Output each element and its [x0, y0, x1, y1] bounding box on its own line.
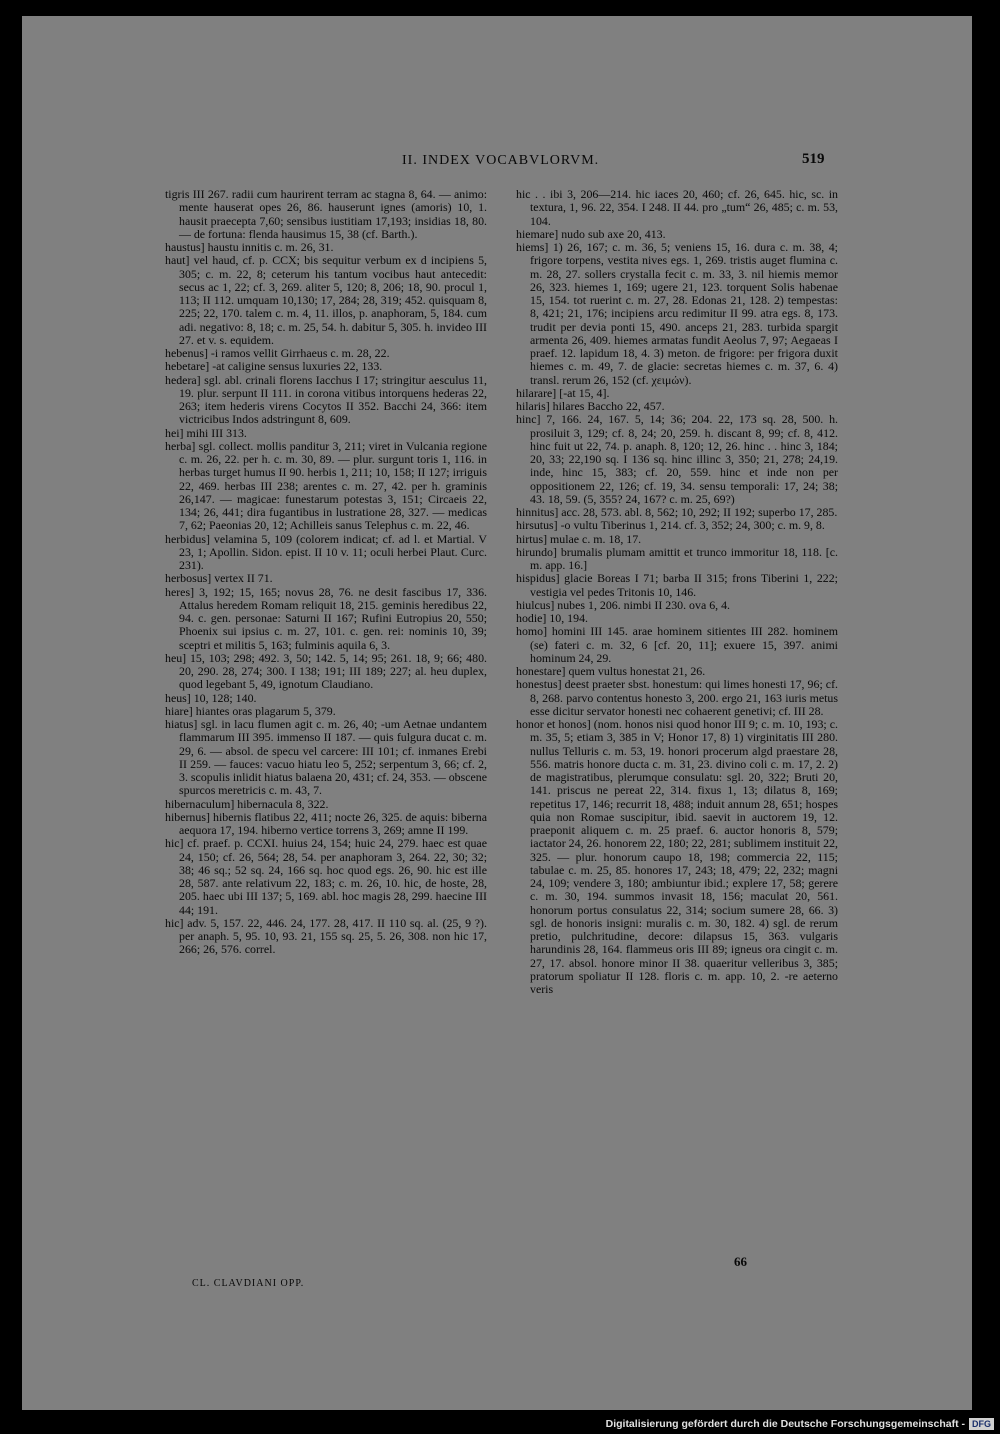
index-entry: hinnitus] acc. 28, 573. abl. 8, 562; 10, 292; II 192; superbo 17, 285. — [516, 505, 838, 519]
index-entry: hirsutus] -o vultu Tiberinus 1, 214. cf. 3, 352; 24, 300; c. m. 9, 8. — [516, 518, 825, 533]
index-entry: hibernus] hibernis flatibus 22, 411; nocte 26, 325. de aquis: biberna aequora 17, 194. hiberno vertice torrens 3, 269; amne II 199. — [165, 809, 487, 837]
index-entry: honestus] deest praeter sbst. honestum: qui limes honesti 17, 96; cf. 8, 268. parvo contentus honesto 3, 200. ergo 21, 163 iuris metus esse dicitur servator honesti nec cohaerent genetivi; cf. III 28. — [516, 677, 838, 718]
signature-line: CL. CLAVDIANI OPP. — [192, 1278, 305, 1289]
scanned-page — [22, 16, 972, 1410]
running-header — [22, 151, 972, 175]
index-entry: heus] 10, 128; 140. — [165, 690, 257, 705]
funding-banner — [606, 1417, 994, 1431]
index-entry: haut] vel haud, cf. p. CCX; bis sequitur verbum ex d incipiens 5, 305; c. m. 22, 8; ceterum his tantum vocibus haut antecedit: secus ac 1, 22; cf. 3, 269. aliter 5, 120; 8, 206; 18, 90. procul 1, 113; II 112. umquam 10,130; 17, 284; 28, 319; 452. quisquam 8, 225; 22, 170. talem c. m. 4, 11. illos, p. anaphoram, 5, 184. cum adi. negativo: 8, 18; c. m. 25, 54. h. dabitur 5, 305. h. invideo III 27. et v. s. equidem. — [165, 253, 487, 347]
index-entry: honestare] quem vultus honestat 21, 26. — [516, 664, 706, 678]
index-entry: herba] sgl. collect. mollis panditur 3, 211; viret in Vulcania regione c. m. 26, 22. per h. c. m. 30, 89. — plur. surgunt toris 1, 116. in herbas turget humus II 90. herbis 1, 211; 10, 158; II 127; irriguis 22, 469. herbas III 238; arentes c. m. 27, 42. per h. graminis 26,147. — magicae: funestarum potestas 3, 151; Circaeis 22, 134; 26, 441; dira fugantibus in lustratione 28, 327. — medicas 7, 62; Paeonias 20, 12; Achilleis sanus Telephus c. m. 22, 46. — [165, 438, 487, 533]
index-entry: hilaris] hilares Baccho 22, 457. — [516, 399, 665, 413]
index-entry: hic] cf. praef. p. CCXI. huius 24, 154; huic 24, 279. haec est quae 24, 150; cf. 26, 564; 28, 54. per anaphoram 3, 264. 22, 30; 32; 38; 46 sq.; 52 sq. 24, 166 sq. hoc quod egs. 26, 90. hic est ille 28, 587. ante relativum 22, 183; c. m. 26, 10. hic, de hoste, 28, 205. haec ubi III 137; 5, 169. abl. hoc magis 28, 299. haecine III 44; 191. — [165, 836, 487, 917]
page-title: II. INDEX VOCABVLORVM. — [402, 153, 600, 168]
index-entry: hibernaculum] hibernacula 8, 322. — [165, 796, 329, 811]
index-entry: hodie] 10, 194. — [516, 611, 588, 625]
index-entry: hiulcus] nubes 1, 206. nimbi II 230. ova 6, 4. — [516, 597, 731, 612]
index-entry: honor et honos] (nom. honos nisi quod honor III 9; c. m. 10, 193; c. m. 35, 5; etiam 3, 385 in V; Honor 17, 8) 1) virginitatis III 280. nullus Telluris c. m. 53, 19. honori procerum algd praestare 28, 556. matris honore ducta c. m. 31, 23. divino coli c. m. 17, 2. 2) de magistratibus, plerumque consulatu: sgl. 20, 322; Bruti 20, 141. priscus ne pereat 22, 314. fixus 1, 13; dilatus 8, 169; repetitus 17, 146; recurrit 18, 488; induit annum 28, 651; hospes quia non Romae suscipitur, ibid. saevit in auctorem 19, 12. praeponit aliquem c. m. 25 praef. 6. auctor honoris 8, 579; iactator 24, 26. honorem 22, 180; 22, 281; sublimem instituit 22, 325. — plur. honorum caupo 18, 198; commercia 22, 115; tabulae c. m. 25, 85. honores 17, 243; 18, 479; 22, 232; magni 24, 109; vendere 3, 180; ambiuntur ibid.; explere 17, 58; gerere c. m. 30, 194. summos invasit 18, 156; maculat 20, 561. honorum portus consulatus 22, 314; socium sumere 28, 66. 3) sgl. de honoris insigni: muralis c. m. 30, 182. 4) sgl. de rerum pretio, pulchritudine, decore: dilapsus 15, 363. vulgaris harundinis 28, 164. flammeus oris III 89; igneus ora cingit c. m. 27, 17. absol. honore minor II 38. quaeritur velleribus 3, 385; pratorum spoliatur II 128. floris c. m. app. 10, 2. -re aeterno veris — [516, 717, 838, 996]
index-entry: hilarare] [-at 15, 4]. — [516, 385, 610, 400]
funding-text: Digitalisierung gefördert durch die Deutsche Forschungsgemeinschaft - — [605, 1418, 965, 1430]
index-entry: hispidus] glacie Boreas I 71; barba II 315; frons Tiberini 1, 222; vestigia vel pedes Tritonis 10, 146. — [516, 571, 838, 599]
right-column — [516, 188, 838, 996]
index-entry: haustus] haustu innitis c. m. 26, 31. — [165, 240, 334, 254]
index-entry: hei] mihi III 313. — [165, 425, 247, 440]
index-entry: heu] 15, 103; 298; 492. 3, 50; 142. 5, 14; 95; 261. 18, 9; 66; 480. 20, 290. 28, 274; 300. I 138; 191; III 189; 227; al. heu duplex, quod legebant 5, 49, ignotum Claudiano. — [165, 650, 487, 692]
index-entry: herbosus] vertex II 71. — [165, 571, 273, 586]
index-entry: hinc] 7, 166. 24, 167. 5, 14; 36; 204. 22, 173 sq. 28, 500. h. prosiluit 3, 129; cf. 8, 24; 20, 259. h. discant 8, 99; cf. 8, 412. hinc fuit ut 22, 74. p. anaph. 8, 120; 12, 26. hinc . . hinc 3, 184; 20, 33; 22,190 sq. I 136 sq. hinc illinc 3, 350; 21, 278; 24,19. inde, hinc 15, 383; cf. 20, 559. hinc et inde non per oppositionem 22, 126; cf. 19, 34. sensu temporali: 17, 24; 38; 43. 18, 59. (5, 355? 24, 167? c. m. 25, 69?) — [516, 412, 838, 506]
index-entry: hebenus] -i ramos vellit Girrhaeus c. m. 28, 22. — [165, 346, 390, 360]
index-entry: hiatus] sgl. in lacu flumen agit c. m. 26, 40; -um Aetnae undantem flammarum III 395. immenso II 187. — quis fulgura ducat c. m. 29, 6. — absol. de specu vel carcere: III 101; cf. inmanes Erebi II 259. — fauces: vacuo hiatu leo 5, 252; serpentum 3, 66; cf. 2, 3. scopulis inlidit hiatus balaena 20, 431; cf. 24, 353. — obscene spurcos meretricis c. m. 43, 7. — [165, 717, 487, 798]
index-entry: hiems] 1) 26, 167; c. m. 36, 5; veniens 15, 16. dura c. m. 38, 4; frigore torpens, vestita nives egs. 1, 269. tristis auget flumina c. m. 28, 27. sollers crystalla fecit c. m. 33, 3. nil hiemis memor 26, 323. hiemes 1, 169; ugere 21, 123. torquent Solis habenae 15, 154. tot ruerint c. m. 27, 28. Edonas 21, 128. 2) tempestas: 8, 421; 21, 176; incipiens arcu redimitur II 99. atra egs. 8, 173. trudit per devia ponti 15, 490. anceps 21, 283. turbida spargit armenta 26, 409. hiemes armatas fundit Aeolus 7, 97; Aegaeas I praef. 12. lapidum 18, 4. 3) meton. de frigore: per frigora duxit hiemes c. m. 49, 7. de glacie: secretas hiemes c. m. 37, 6. 4) transl. rerum 26, 152 (cf. χειμών). — [516, 240, 838, 387]
page-number: 519 — [802, 151, 825, 167]
index-entry: herbidus] velamina 5, 109 (colorem indicat; cf. ad l. et Martial. V 23, 1; Apollin. Sidon. epist. II 10 v. 11; oculi herbei Plaut. Curc. 231). — [165, 531, 487, 572]
index-entry: hiare] hiantes oras plagarum 5, 379. — [165, 703, 336, 718]
index-entry: hedera] sgl. abl. crinali florens Iacchus I 17; stringitur aesculus 11, 19. plur. serpunt II 111. in corona vitibus intorquens hederas 22, 263; item hederis virens Cocytos II 352. Bacchi 24, 366: item victricibus Indos adstringunt 8, 609. — [165, 372, 487, 427]
index-entry: hebetare] -at caligine sensus luxuries 22, 133. — [165, 359, 383, 374]
left-column — [165, 188, 487, 957]
index-entry: tigris III 267. radii cum haurirent terram ac stagna 8, 64. — animo: mente hauserat opes 26, 86. hauserunt ignes (amoris) 10, 1. hausit praecepta 7,60; sensibus iustitiam 17,193; insidias 18, 80. — de fortuna: flenda hausimus 15, 38 (cf. Barth.). — [165, 187, 487, 241]
index-entry: homo] homini III 145. arae hominem sitientes III 282. hominem (se) fateri c. m. 32, 6 [cf. 20, 11]; exuere 15, 397. animi hominum 24, 29. — [516, 624, 838, 665]
sheet-number: 66 — [734, 1254, 747, 1269]
index-entry: hirundo] brumalis plumam amittit et trunco immoritur 18, 118. [c. m. app. 16.] — [516, 544, 838, 572]
index-entry: hic . . ibi 3, 206—214. hic iaces 20, 460; cf. 26, 645. hic, sc. in textura, 1, 96. 22, 354. I 248. II 44. pro „tum“ 26, 485; c. m. 53, 104. — [516, 187, 838, 228]
index-entry: hirtus] mulae c. m. 18, 17. — [516, 531, 642, 546]
index-entry: hiemare] nudo sub axe 20, 413. — [516, 226, 666, 241]
dfg-logo-icon: DFG — [969, 1418, 994, 1430]
index-entry: hic] adv. 5, 157. 22, 446. 24, 177. 28, 417. II 110 sq. al. (25, 9 ?). per anaph. 5, 95. 10, 93. 21, 155 sq. 25, 5. 26, 308. non hic 17, 266; 26, 576. correl. — [165, 915, 487, 957]
index-entry: heres] 3, 192; 15, 165; novus 28, 76. ne desit fascibus 17, 336. Attalus heredem Romam reliquit 18, 215. geminis heredibus 22, 94. c. gen. personae: Saturni II 167; Rufini Eutropius 20, 550; Phoenix sui ipsius c. m. 27, 101. c. gen. rei: nominis 10, 39; sceptri et militis 5, 163; fulminis aquila 6, 3. — [165, 584, 487, 652]
